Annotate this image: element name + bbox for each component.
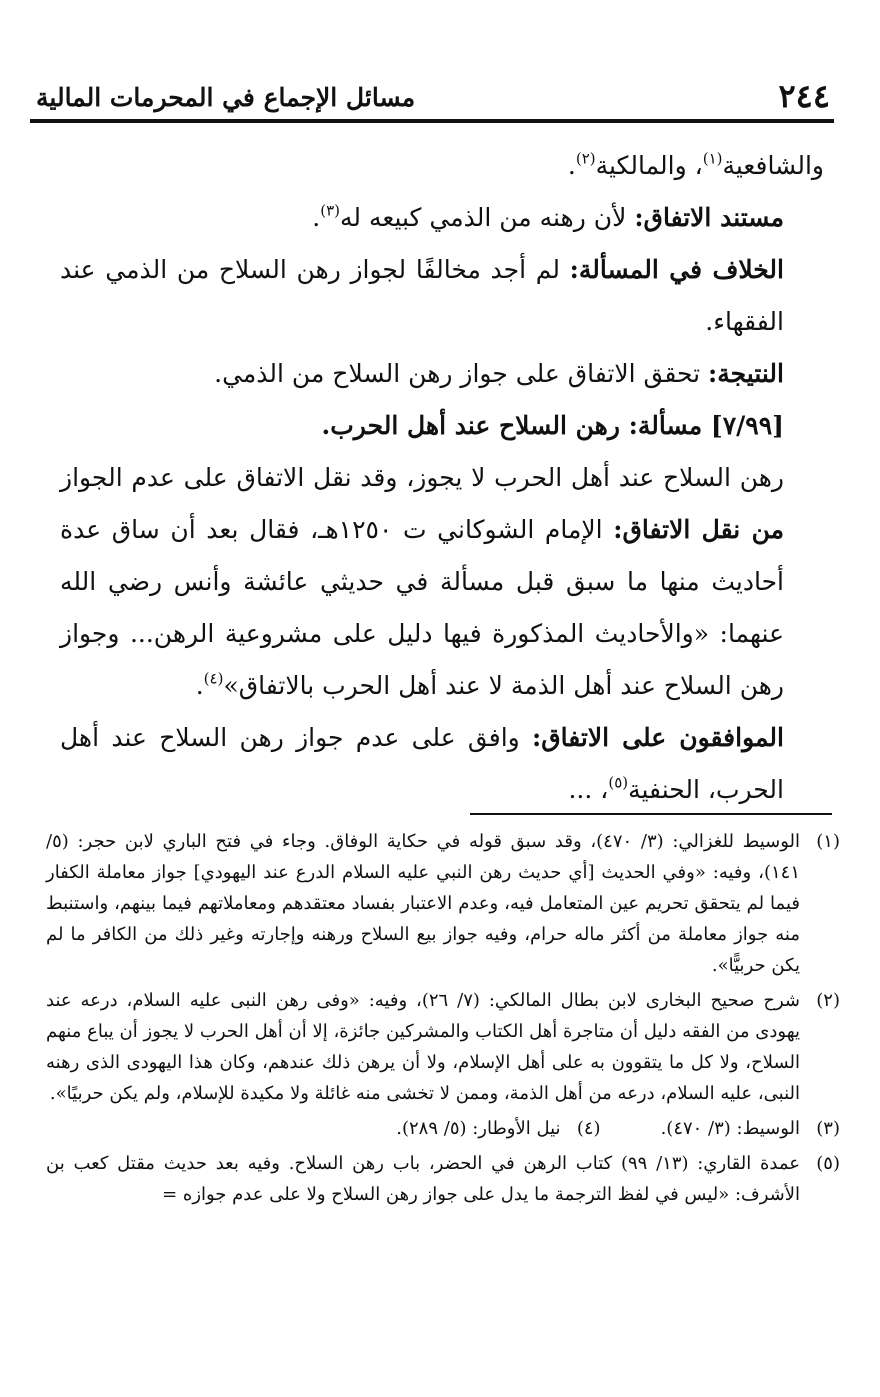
issue-heading: [٧/٩٩] مسألة: رهن السلاح عند أهل الحرب. <box>321 411 784 440</box>
footnote-5 <box>46 1148 840 1210</box>
paragraph-1: والشافعية$^{(١)}$، والمالكية$^{(٢)}$. <box>567 149 824 180</box>
label-consensus-basis: مستند الاتفاق: <box>634 203 784 232</box>
footnote-rule <box>470 813 832 815</box>
page-number: ٢٤٤ <box>778 77 830 115</box>
footnote-number: (٤) <box>576 1118 601 1139</box>
running-title: مسائل الإجماع في المحرمات المالية <box>36 83 416 112</box>
main-text <box>60 140 824 816</box>
footnote-number: (٢) <box>816 990 840 1011</box>
page-header <box>36 72 830 116</box>
footnote-2 <box>46 985 840 1109</box>
footnote-ref-2[interactable]: (٢) <box>575 149 596 168</box>
header-rule <box>30 119 834 123</box>
footnote-row-3-4 <box>46 1113 840 1144</box>
footnote-text: شرح صحيح البخارى لابن بطال المالكي: (٧/ ٢٦)، وفيه: «وفى رهن النبى عليه السلام، درعه عند يهودى من الفقه دليل أن متاجرة أهل الكتاب والمشركين جائزة، إلا أن أهل الحرب لا يجوز أن يباع منهم السلاح، ولا كل ما يتقوون به على أهل الإسلام، ولا أن يرهن ذلك عندهم، وكان هذا اليهودى الذى رهنه النبى، عليه السلام، درعه من أهل الذمة، وممن لا تخشى منه غائلة ولا مكيدة للإسلام، ولم يكن حربيًا». <box>46 990 800 1104</box>
footnote-4 <box>396 1113 600 1144</box>
footnote-number: (٣) <box>816 1118 840 1139</box>
label-consensus-reporter: من نقل الاتفاق: <box>613 515 785 544</box>
footnote-text: نيل الأوطار: (٥/ ٢٨٩). <box>396 1118 561 1139</box>
footnote-text: الوسيط للغزالي: (٣/ ٤٧٠)، وقد سبق قوله في حكاية الوفاق. وجاء في فتح الباري لابن حجر: (٥/ ١٤١)، وفيه: «وفي الحديث [أي حديث رهن النبي عليه السلام الدرع عند اليهودي] جواز معاملة الكفار فيما لم يتحقق تحريم عين المتعامل فيه، وعدم الاعتبار بفساد معتقدهم ومعاملاتهم فيما بينهم، واستنبط منه جواز معاملة من أكثر ماله حرام، وفيه جواز بيع السلاح ورهنه وإجارته وغير ذلك من الكافر ما لم يكن حربيًّا». <box>46 831 800 976</box>
label-disagreement: الخلاف في المسألة: <box>569 255 784 284</box>
footnote-ref-4[interactable]: (٤) <box>203 669 224 688</box>
paragraph-result: النتيجة: تحقق الاتفاق على جواز رهن السلاح من الذمي. <box>214 359 784 388</box>
label-result: النتيجة: <box>708 359 784 388</box>
footnote-text: الوسيط: (٣/ ٤٧٠). <box>660 1118 800 1139</box>
footnote-number: (١) <box>816 831 840 852</box>
footnote-text: عمدة القاري: (١٣/ ٩٩) كتاب الرهن في الحضر، باب رهن السلاح. وفيه بعد حديث مقتل كعب بن الأشرف: «ليس في لفظ الترجمة ما يدل على جواز رهن السلاح ولا على عدم جوازه = <box>46 1153 800 1205</box>
label-agreeing: الموافقون على الاتفاق: <box>532 723 784 752</box>
paragraph-consensus-report: رهن السلاح عند أهل الحرب لا يجوز، وقد نقل الاتفاق على عدم الجواز من نقل الاتفاق: الإمام الشوكاني ت ١٢٥٠هـ، فقال بعد أن ساق عدة أحاديث منها ما سبق قبل مسألة في حديثي عائشة وأنس رضي الله عنهما: «والأحاديث المذكورة فيها دليل على مشروعية الرهن... وجواز رهن السلاح عند أهل الذمة لا عند أهل الحرب بالاتفاق»$^{(٤)}$. <box>60 463 785 700</box>
footnote-ref-1[interactable]: (١) <box>702 149 723 168</box>
footnote-1 <box>46 826 840 981</box>
footnote-ref-5[interactable]: (٥) <box>608 773 629 792</box>
paragraph-agreeing: الموافقون على الاتفاق: وافق على عدم جواز رهن السلاح عند أهل الحرب، الحنفية$^{(٥)}$، ... <box>60 723 784 804</box>
footnote-number: (٥) <box>816 1153 840 1174</box>
footnote-ref-3[interactable]: (٣) <box>320 201 341 220</box>
paragraph-consensus-basis: مستند الاتفاق: لأن رهنه من الذمي كبيعه له$^{(٣)}$. <box>312 201 784 232</box>
paragraph-disagreement: الخلاف في المسألة: لم أجد مخالفًا لجواز رهن السلاح من الذمي عند الفقهاء. <box>60 255 784 336</box>
footnotes <box>46 826 840 1214</box>
footnote-3 <box>661 1113 840 1144</box>
